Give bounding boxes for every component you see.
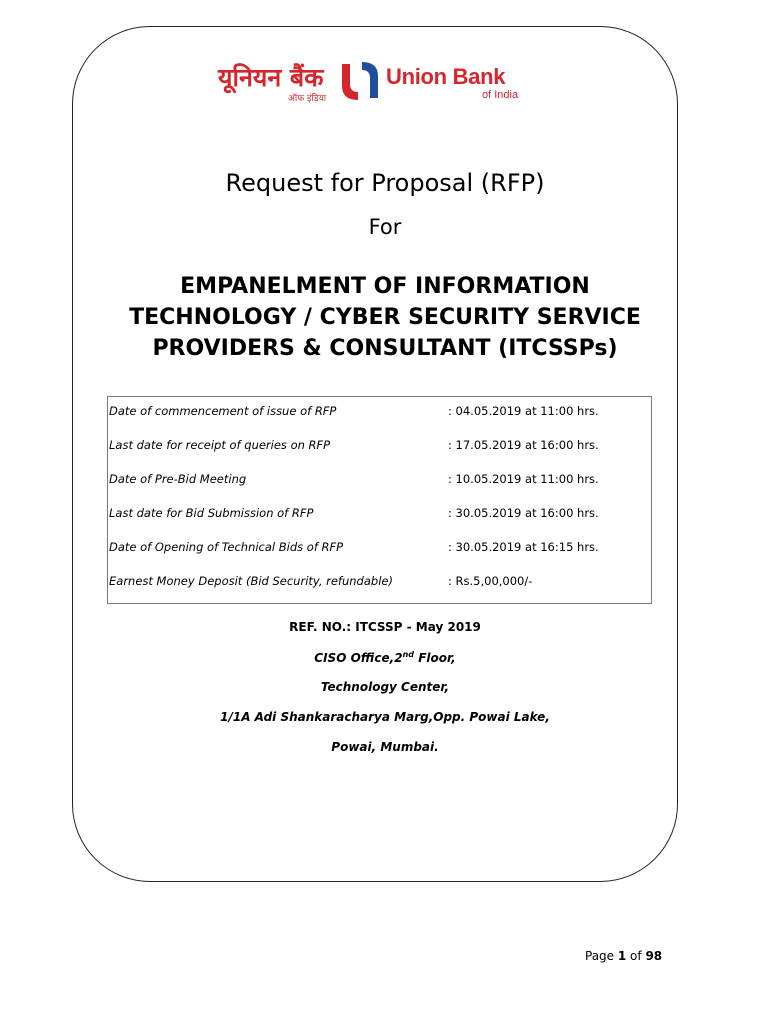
address-office [0, 650, 770, 665]
schedule-label: Last date for Bid Submission of RFP [109, 506, 314, 520]
logo-brand-text: Union Bank [386, 64, 506, 89]
schedule-value: : 30.05.2019 at 16:00 hrs. [448, 506, 599, 520]
schedule-value: : Rs.5,00,000/- [448, 574, 533, 588]
schedule-value: : 30.05.2019 at 16:15 hrs. [448, 540, 599, 554]
page-footer [585, 949, 662, 963]
union-bank-emblem-icon [338, 58, 382, 104]
of-word: of [626, 949, 646, 963]
schedule-box [107, 396, 652, 604]
schedule-label: Earnest Money Deposit (Bid Security, refundable) [109, 574, 393, 588]
logo-hindi-text: यूनियन बैंक [218, 63, 324, 92]
schedule-value: : 10.05.2019 at 11:00 hrs. [448, 472, 599, 486]
address-line: 1/1A Adi Shankaracharya Marg,Opp. Powai Lake, [220, 710, 550, 724]
heading-line: TECHNOLOGY / CYBER SECURITY SERVICE [129, 305, 641, 330]
address-line: Powai, Mumbai. [331, 740, 439, 754]
heading-line: EMPANELMENT OF INFORMATION [180, 274, 590, 299]
document-heading [0, 271, 770, 364]
schedule-row [108, 404, 651, 424]
office-prefix: CISO Office,2 [314, 651, 403, 665]
schedule-row [108, 506, 651, 526]
schedule-row [108, 574, 651, 594]
address-line: Technology Center, [320, 680, 450, 694]
schedule-row [108, 438, 651, 458]
union-bank-logo [218, 56, 538, 106]
reference-number: REF. NO.: ITCSSP - May 2019 [289, 620, 481, 634]
schedule-label: Date of Opening of Technical Bids of RFP [109, 540, 344, 554]
schedule-row [108, 472, 651, 492]
page-word: Page [585, 949, 618, 963]
document-title: Request for Proposal (RFP) [225, 169, 545, 197]
schedule-value: : 17.05.2019 at 16:00 hrs. [448, 438, 599, 452]
logo-brand-subtext: of India [482, 89, 519, 101]
schedule-label: Date of Pre-Bid Meeting [109, 472, 247, 486]
page-total: 98 [645, 949, 663, 963]
logo-hindi-subtext: ऑफ इंडिया [288, 94, 327, 104]
office-superscript: nd [402, 650, 415, 659]
schedule-label: Last date for receipt of queries on RFP [109, 438, 331, 452]
schedule-label: Date of commencement of issue of RFP [109, 404, 337, 418]
schedule-row [108, 540, 651, 560]
schedule-value: : 04.05.2019 at 11:00 hrs. [448, 404, 599, 418]
document-subtitle: For [368, 215, 402, 239]
page-number: 1 [617, 949, 627, 963]
office-suffix: Floor, [414, 651, 456, 665]
heading-line: PROVIDERS & CONSULTANT (ITCSSPs) [152, 336, 618, 361]
